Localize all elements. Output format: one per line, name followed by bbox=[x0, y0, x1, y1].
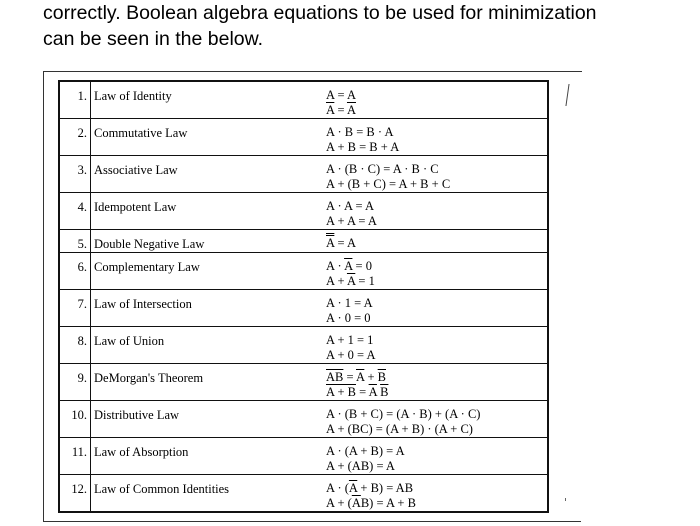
equation-line: A · (B · C) = A · B · C bbox=[326, 162, 439, 176]
law-row bbox=[59, 475, 548, 513]
law-row bbox=[59, 81, 548, 119]
equation-line: A + 0 = A bbox=[326, 348, 376, 362]
law-number: 2. bbox=[59, 119, 91, 156]
law-name: DeMorgan's Theorem bbox=[91, 364, 323, 401]
equation-line: A · 1 = A bbox=[326, 296, 373, 310]
equation-line: A + B = B + A bbox=[326, 140, 400, 154]
law-equations bbox=[322, 438, 548, 475]
law-row bbox=[59, 193, 548, 230]
equation-line: A · (A + B) = A bbox=[326, 444, 405, 458]
law-equations bbox=[322, 119, 548, 156]
equation-line: A · 0 = 0 bbox=[326, 311, 371, 325]
law-row bbox=[59, 401, 548, 438]
law-number: 5. bbox=[59, 230, 91, 253]
intro-line-2: can be seen in the below. bbox=[43, 28, 264, 50]
intro-line-1: correctly. Boolean algebra equations to be used for minimization bbox=[43, 2, 597, 24]
law-name: Law of Common Identities bbox=[91, 475, 323, 513]
law-equations bbox=[322, 475, 548, 513]
equation-line: A + (B + C) = A + B + C bbox=[326, 177, 451, 191]
law-equations bbox=[322, 193, 548, 230]
law-row bbox=[59, 290, 548, 327]
law-row bbox=[59, 156, 548, 193]
law-name: Law of Identity bbox=[91, 81, 323, 119]
scan-artifact-dot bbox=[565, 498, 566, 501]
law-equations bbox=[322, 81, 548, 119]
boolean-laws-table bbox=[58, 80, 549, 513]
law-row bbox=[59, 364, 548, 401]
equation-line: $\overline{AB} = \overline{A} + \overline{B}$ bbox=[326, 370, 386, 384]
law-row bbox=[59, 327, 548, 364]
equation-line: $A + \overline{A} = 1$ bbox=[326, 274, 375, 288]
law-number: 7. bbox=[59, 290, 91, 327]
law-equations bbox=[322, 364, 548, 401]
law-name: Complementary Law bbox=[91, 253, 323, 290]
law-number: 10. bbox=[59, 401, 91, 438]
law-name: Double Negative Law bbox=[91, 230, 323, 253]
law-equations bbox=[322, 253, 548, 290]
intro-paragraph bbox=[43, 0, 693, 52]
equation-line: $A + B = \overline{A}$ $\overline{B}$ bbox=[326, 385, 389, 399]
law-name: Commutative Law bbox=[91, 119, 323, 156]
law-number: 11. bbox=[59, 438, 91, 475]
law-equations bbox=[322, 156, 548, 193]
law-number: 9. bbox=[59, 364, 91, 401]
law-equations bbox=[322, 230, 548, 253]
law-number: 8. bbox=[59, 327, 91, 364]
law-row bbox=[59, 119, 548, 156]
law-name: Law of Absorption bbox=[91, 438, 323, 475]
equation-line: A + 1 = 1 bbox=[326, 333, 374, 347]
scan-bottom-edge bbox=[43, 521, 581, 522]
law-equations bbox=[322, 290, 548, 327]
equation-line: A = A bbox=[326, 236, 356, 250]
law-number: 12. bbox=[59, 475, 91, 513]
equation-line: $\overline{A} = \overline{A}$ bbox=[326, 103, 356, 117]
equation-line: A + (BC) = (A + B) · (A + C) bbox=[326, 422, 473, 436]
law-equations bbox=[322, 327, 548, 364]
law-number: 1. bbox=[59, 81, 91, 119]
equation-line: $A \cdot (\overline{A} + B)$ = AB bbox=[326, 481, 414, 495]
law-name: Law of Intersection bbox=[91, 290, 323, 327]
law-row bbox=[59, 438, 548, 475]
law-number: 4. bbox=[59, 193, 91, 230]
equation-line: A · B = B · A bbox=[326, 125, 394, 139]
law-name: Distributive Law bbox=[91, 401, 323, 438]
equation-line: $A \cdot \overline{A} = 0$ bbox=[326, 259, 372, 273]
law-row bbox=[59, 230, 548, 253]
law-name: Idempotent Law bbox=[91, 193, 323, 230]
law-number: 3. bbox=[59, 156, 91, 193]
law-name: Associative Law bbox=[91, 156, 323, 193]
equation-line: A + (AB) = A bbox=[326, 459, 395, 473]
equation-line: A · (B + C) = (A · B) + (A · C) bbox=[326, 407, 481, 421]
equation-line: $A + (\overline{A}B) = A + B$ bbox=[326, 496, 416, 510]
law-row bbox=[59, 253, 548, 290]
equation-line: A = A bbox=[326, 88, 356, 102]
equation-line: A · A = A bbox=[326, 199, 375, 213]
law-equations bbox=[322, 401, 548, 438]
equation-line: A + A = A bbox=[326, 214, 377, 228]
law-number: 6. bbox=[59, 253, 91, 290]
law-name: Law of Union bbox=[91, 327, 323, 364]
